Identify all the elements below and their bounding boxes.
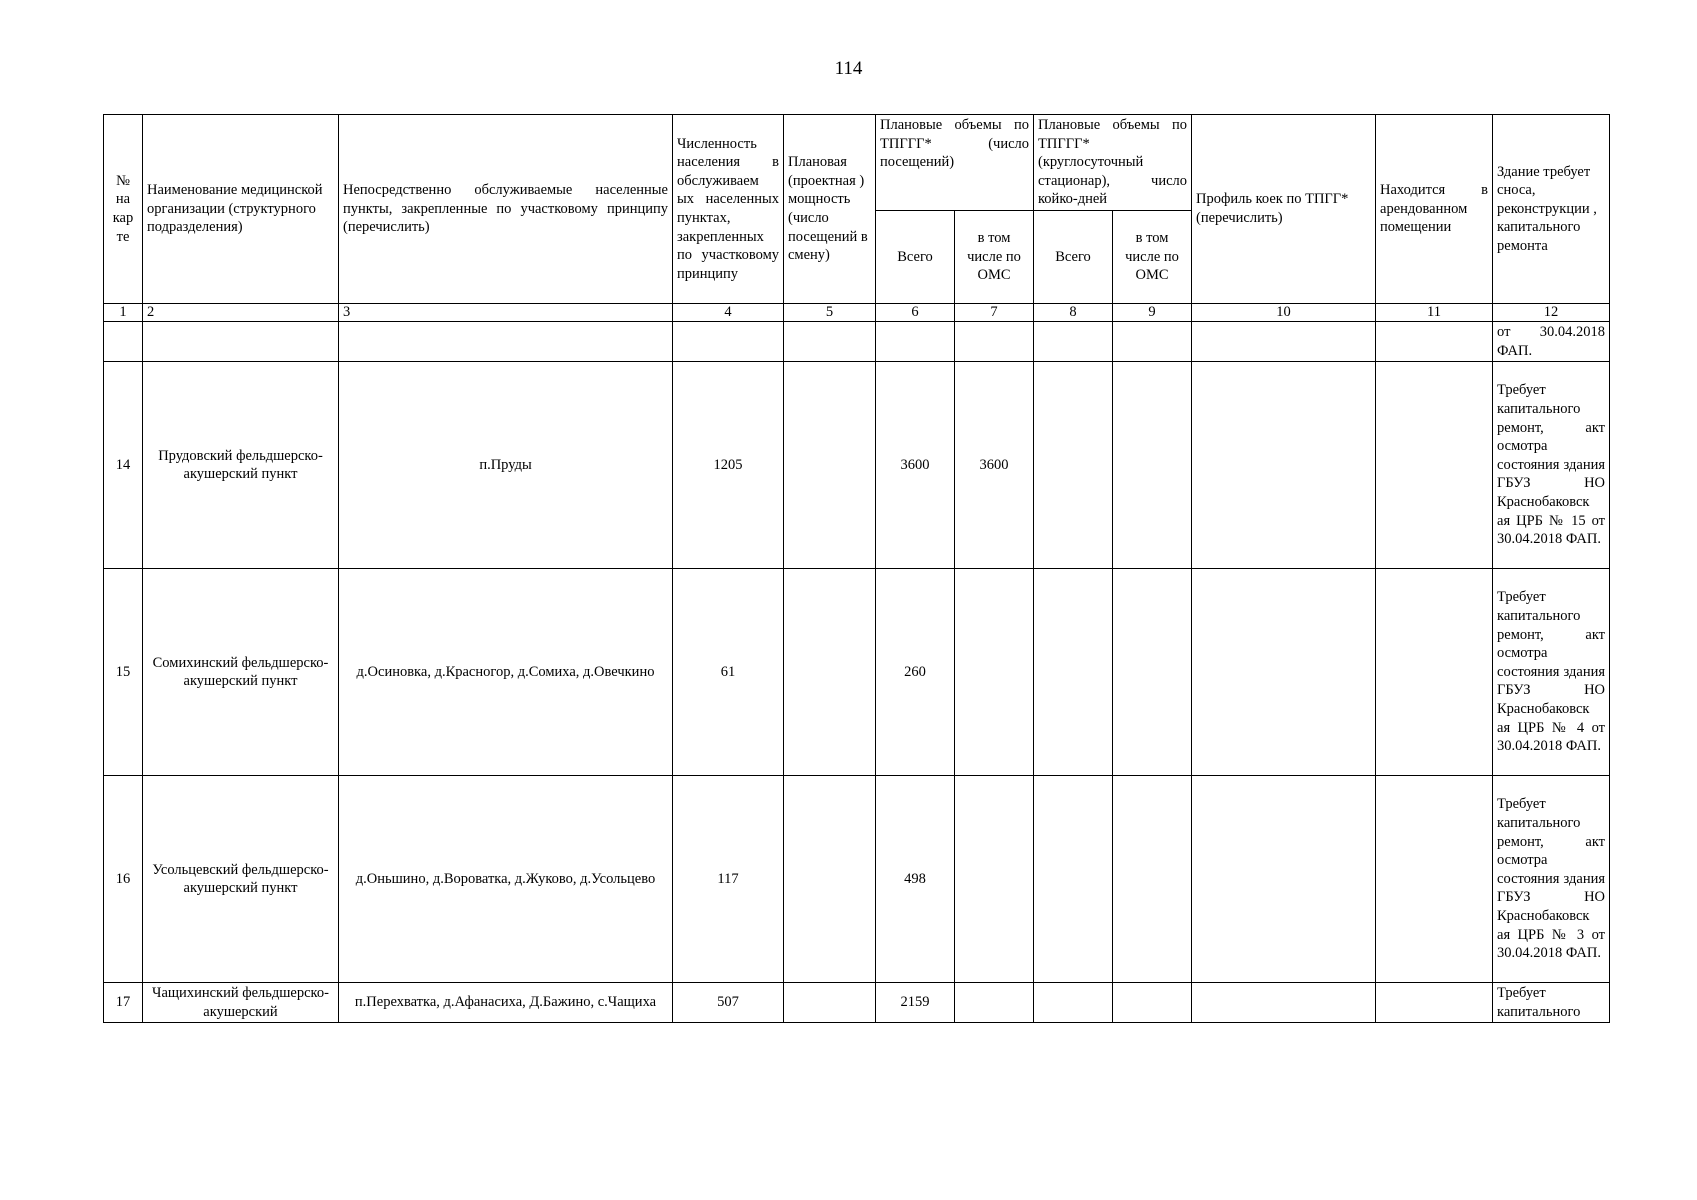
table-row [104, 362, 1610, 569]
capacity-cell [784, 569, 876, 776]
column-number: 7 [955, 303, 1034, 321]
visits-oms-cell: 3600 [955, 362, 1034, 569]
cell-empty [784, 321, 876, 361]
column-number: 11 [1376, 303, 1493, 321]
column-number: 4 [673, 303, 784, 321]
row-number-cell: 14 [104, 362, 143, 569]
beds-oms-cell [1113, 776, 1192, 983]
page-number: 114 [834, 58, 863, 79]
building-note-cell: Требует капитального [1493, 983, 1610, 1023]
rented-cell [1376, 776, 1493, 983]
cell-empty [339, 321, 673, 361]
table-row [104, 569, 1610, 776]
beds-total-cell [1034, 569, 1113, 776]
settlements-cell: п.Перехватка, д.Афанасиха, Д.Бажино, с.Чащиха [339, 983, 673, 1023]
bed-profile-cell [1192, 362, 1376, 569]
beds-oms-cell [1113, 983, 1192, 1023]
visits-oms-cell [955, 983, 1034, 1023]
population-cell: 1205 [673, 362, 784, 569]
cell-empty [1113, 321, 1192, 361]
bed-profile-cell [1192, 776, 1376, 983]
building-note-cell: Требует капитального ремонт, акт осмотра состояния здания ГБУЗ НО Краснобаковск ая ЦРБ № 15 от 30.04.2018 ФАП. [1493, 362, 1610, 569]
column-number: 10 [1192, 303, 1376, 321]
visits-total-cell: 260 [876, 569, 955, 776]
bed-profile-cell [1192, 983, 1376, 1023]
beds-total-cell [1034, 983, 1113, 1023]
population-cell: 117 [673, 776, 784, 983]
beds-oms-cell [1113, 362, 1192, 569]
visits-total-cell: 3600 [876, 362, 955, 569]
header-col-capacity: Плановая (проектная ) мощность (число посещений в смену) [784, 115, 876, 304]
rented-cell [1376, 362, 1493, 569]
column-number: 1 [104, 303, 143, 321]
column-number: 5 [784, 303, 876, 321]
header-row [104, 115, 1610, 211]
cell-empty [673, 321, 784, 361]
column-number: 8 [1034, 303, 1113, 321]
column-number: 9 [1113, 303, 1192, 321]
cell-empty [1034, 321, 1113, 361]
table-row [104, 983, 1610, 1023]
capacity-cell [784, 362, 876, 569]
medical-organizations-table [103, 114, 1610, 1023]
visits-oms-cell [955, 776, 1034, 983]
header-beds-total: Всего [1034, 210, 1113, 303]
row-number-cell: 16 [104, 776, 143, 983]
header-col-visits: Плановые объемы по ТПГГГ* (число посещений) [876, 115, 1034, 211]
rented-cell [1376, 983, 1493, 1023]
settlements-cell: д.Осиновка, д.Красногор, д.Сомиха, д.Овечкино [339, 569, 673, 776]
header-col-bed-profile: Профиль коек по ТПГГ* (перечислить) [1192, 115, 1376, 304]
rented-cell [1376, 569, 1493, 776]
beds-total-cell [1034, 362, 1113, 569]
cell-empty [955, 321, 1034, 361]
column-number: 3 [339, 303, 673, 321]
population-cell: 61 [673, 569, 784, 776]
header-visits-total: Всего [876, 210, 955, 303]
column-number: 6 [876, 303, 955, 321]
header-col-name: Наименование медицинской организации (структурного подразделения) [143, 115, 339, 304]
cell-empty [876, 321, 955, 361]
visits-oms-cell [955, 569, 1034, 776]
table-row-continuation [104, 321, 1610, 361]
organization-name-cell: Прудовский фельдшерско-акушерский пункт [143, 362, 339, 569]
column-number: 2 [143, 303, 339, 321]
header-visits-oms: в том числе по ОМС [955, 210, 1034, 303]
column-numbers-row [104, 303, 1610, 321]
capacity-cell [784, 776, 876, 983]
cell-empty [104, 321, 143, 361]
organization-name-cell: Чащихинский фельдшерско-акушерский [143, 983, 339, 1023]
cell-empty [143, 321, 339, 361]
settlements-cell: д.Оньшино, д.Вороватка, д.Жуково, д.Усольцево [339, 776, 673, 983]
header-col-beds: Плановые объемы по ТПГГГ* (круглосуточный стационар), число койко-дней [1034, 115, 1192, 211]
cell-empty [1192, 321, 1376, 361]
column-number: 12 [1493, 303, 1610, 321]
table-row [104, 776, 1610, 983]
settlements-cell: п.Пруды [339, 362, 673, 569]
header-col-number: № на кар те [104, 115, 143, 304]
header-col-settlements: Непосредственно обслуживаемые населенные пункты, закрепленные по участковому принципу (перечислить) [339, 115, 673, 304]
bed-profile-cell [1192, 569, 1376, 776]
beds-oms-cell [1113, 569, 1192, 776]
header-col-population: Численность населения в обслуживаем ых населенных пунктах, закрепленных по участковому принципу [673, 115, 784, 304]
header-col-building: Здание требует сноса, реконструкции , капитального ремонта [1493, 115, 1610, 304]
row-number-cell: 15 [104, 569, 143, 776]
building-note-cell: от 30.04.2018 ФАП. [1493, 321, 1610, 361]
organization-name-cell: Усольцевский фельдшерско-акушерский пункт [143, 776, 339, 983]
visits-total-cell: 498 [876, 776, 955, 983]
capacity-cell [784, 983, 876, 1023]
population-cell: 507 [673, 983, 784, 1023]
header-beds-oms: в том числе по ОМС [1113, 210, 1192, 303]
beds-total-cell [1034, 776, 1113, 983]
row-number-cell: 17 [104, 983, 143, 1023]
cell-empty [1376, 321, 1493, 361]
organization-name-cell: Сомихинский фельдшерско-акушерский пункт [143, 569, 339, 776]
header-col-rented: Находится в арендованном помещении [1376, 115, 1493, 304]
building-note-cell: Требует капитального ремонт, акт осмотра состояния здания ГБУЗ НО Краснобаковск ая ЦРБ № 3 от 30.04.2018 ФАП. [1493, 776, 1610, 983]
visits-total-cell: 2159 [876, 983, 955, 1023]
building-note-cell: Требует капитального ремонт, акт осмотра состояния здания ГБУЗ НО Краснобаковск ая ЦРБ № 4 от 30.04.2018 ФАП. [1493, 569, 1610, 776]
